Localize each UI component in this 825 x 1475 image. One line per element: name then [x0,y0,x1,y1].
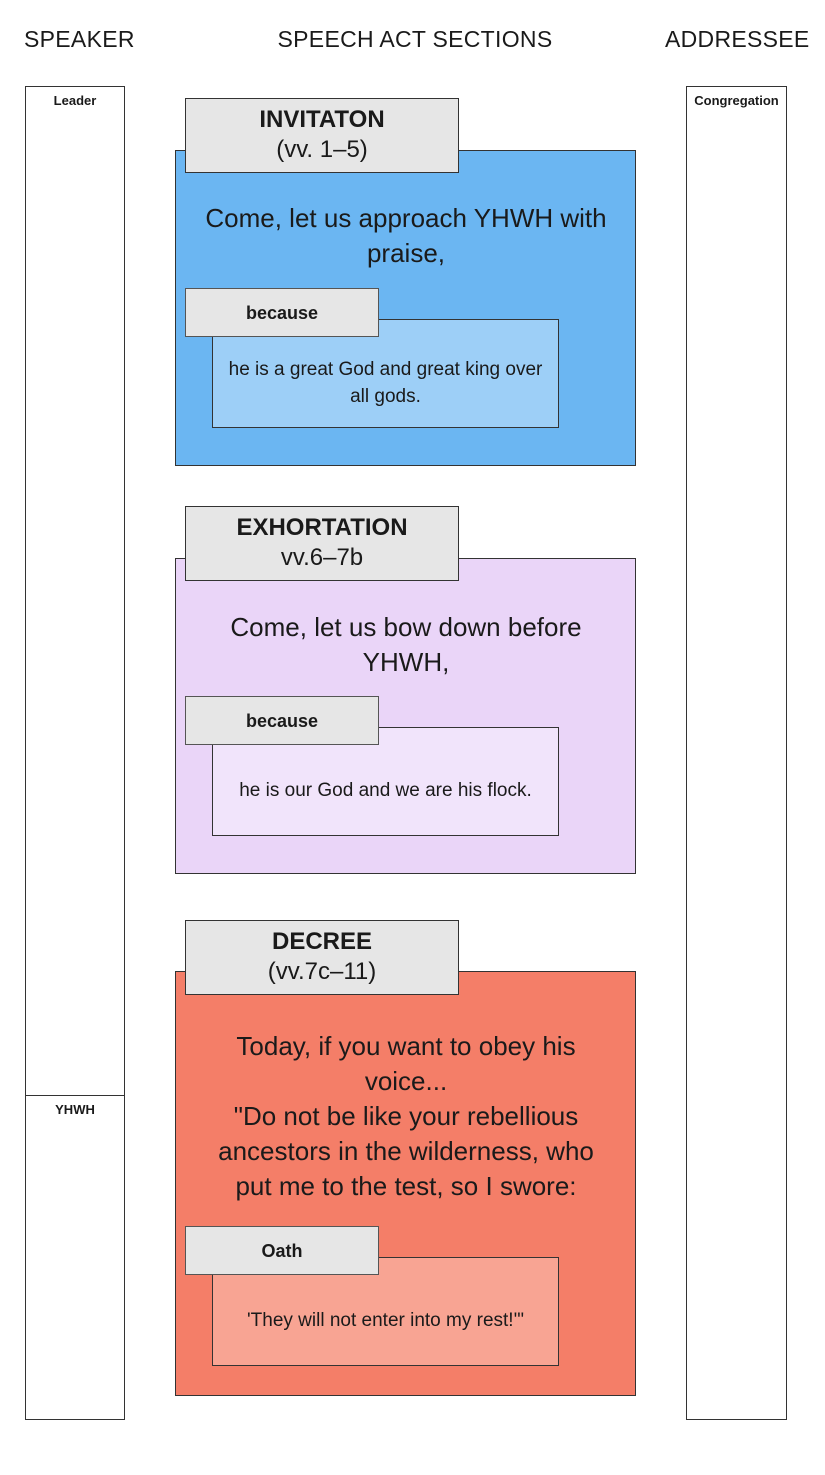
addressee-label-congregation: Congregation [694,93,779,108]
section-decree-reason-tab: Oath [185,1226,379,1275]
section-invitation-text: Come, let us approach YHWH with praise, [205,203,607,268]
addressee-lane-congregation [686,86,787,1420]
speaker-label-leader: Leader [53,93,97,108]
section-decree-text-line-1: Today, if you want to obey his voice... [236,1031,576,1096]
section-decree-text-line-2: "Do not be like your rebellious ancestors in the wilderness, who put me to the test, so I swore: [218,1101,594,1201]
section-invitation-reason-text: he is a great God and great king over all gods. [228,358,543,407]
section-decree-text [200,1029,612,1204]
section-decree-title: DECREE [271,928,373,955]
section-invitation-tab [185,98,459,173]
addressee-column-header: ADDRESSEE [665,26,810,52]
section-decree-reason-text: 'They will not enter into my rest!'" [247,1310,524,1331]
speaker-column-header: SPEAKER [24,26,135,52]
section-decree-verses: (vv.7c–11) [267,958,377,985]
speaker-label-yhwh: YHWH [55,1102,95,1117]
section-exhortation-reason-text: he is our God and we are his flock. [239,780,532,801]
sections-column-header: SPEECH ACT SECTIONS [277,26,553,52]
section-invitation-reason-tab: because [185,288,379,337]
section-exhortation-verses: vv.6–7b [280,544,364,571]
section-exhortation-text: Come, let us bow down before YHWH, [230,612,582,677]
section-exhortation-reason-tab: because [185,696,379,745]
speaker-lane-leader [25,86,125,1096]
section-invitation-verses: (vv. 1–5) [276,136,368,163]
section-exhortation-title: EXHORTATION [236,514,408,541]
speaker-lane-yhwh [25,1095,125,1420]
section-exhortation-tab [185,506,459,581]
section-invitation-title: INVITATON [259,106,385,133]
section-decree-tab [185,920,459,995]
